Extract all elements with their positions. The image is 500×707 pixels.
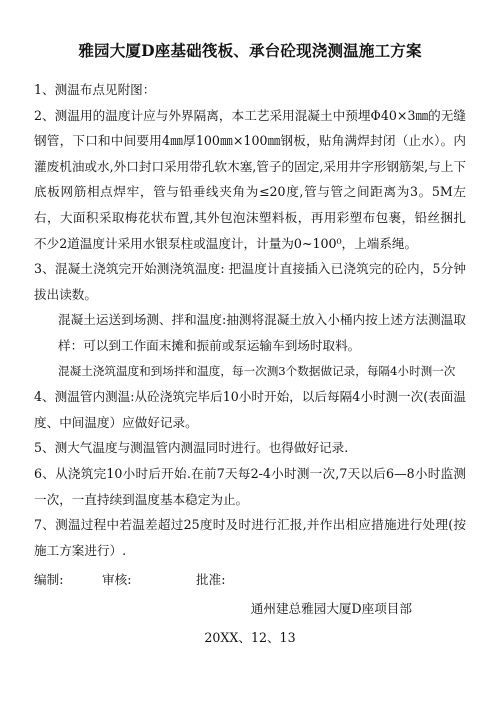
signature-line bbox=[34, 567, 466, 593]
editor-label: 编制: bbox=[34, 572, 64, 588]
document-title: 雅园大厦D座基础筏板、承台砼现浇测温施工方案 bbox=[78, 41, 422, 60]
approver-label: 批准: bbox=[196, 572, 226, 588]
paragraph-6: 6、从浇筑完10小时后开始.在前7天每2-4小时测一次,7天以后6—8小时监测一次，一直持续到温度基本稳定为止。 bbox=[34, 465, 466, 507]
paragraph-4: 4、测温管内测温:从砼浇筑完毕后10小时开始，以后每隔4小时测一次(表面温度、中间温度）应做好记录。 bbox=[34, 389, 466, 430]
paragraph-record: 混凝土浇筑温度和到场拌和温度，每一次测3个数据做记录，每隔4小时测一次 bbox=[58, 363, 456, 378]
paragraph-transport: 混凝土运送到场测、拌和温度:抽测将混凝土放入小桶内按上述方法测温取样：可以到工作面末摊和振前或泵运输车到场时取料。 bbox=[58, 312, 466, 353]
document-date: 20XX、12、13 bbox=[204, 630, 296, 646]
reviewer-label: 审核: bbox=[102, 572, 132, 588]
paragraph-2: 2、测温用的温度计应与外界隔离，本工艺采用混凝土中预埋Φ40×3㎜的无缝钢管，下口和中间要用4㎜厚100㎜×100㎜钢板，贴角满焊封闭（止水）。内灌废机油或水,外口封口采用带孔软木塞,管子的固定,采用井字形钢筋架,与上下底板网筋相点焊牢，管与铅垂线夹角为≤20度,管与管之间距离为3。5M左右，大面积采取梅花状布置,其外包泡沫塑料板，再用彩塑布包裹，铅丝捆扎不少2道温度计采用水银泵柱或温度计，计量为0~100⁰，上端系绳。 bbox=[34, 107, 466, 251]
paragraph-1: 1、测温布点见附图： bbox=[34, 82, 156, 97]
paragraph-7: 7、测温过程中若温差超过25度时及时进行汇报,并作出相应措施进行处理(按施工方案进行）. bbox=[34, 517, 466, 558]
paragraph-3: 3、混凝土浇筑完开始测浇筑温度: 把温度计直接插入已浇筑完的砼内，5分钟拔出读数。 bbox=[34, 261, 466, 302]
paragraph-5: 5、测大气温度与测温管内测温同时进行。也得做好记录. bbox=[34, 440, 349, 456]
organization-name: 通州建总雅园大厦D座项目部 bbox=[250, 600, 412, 616]
